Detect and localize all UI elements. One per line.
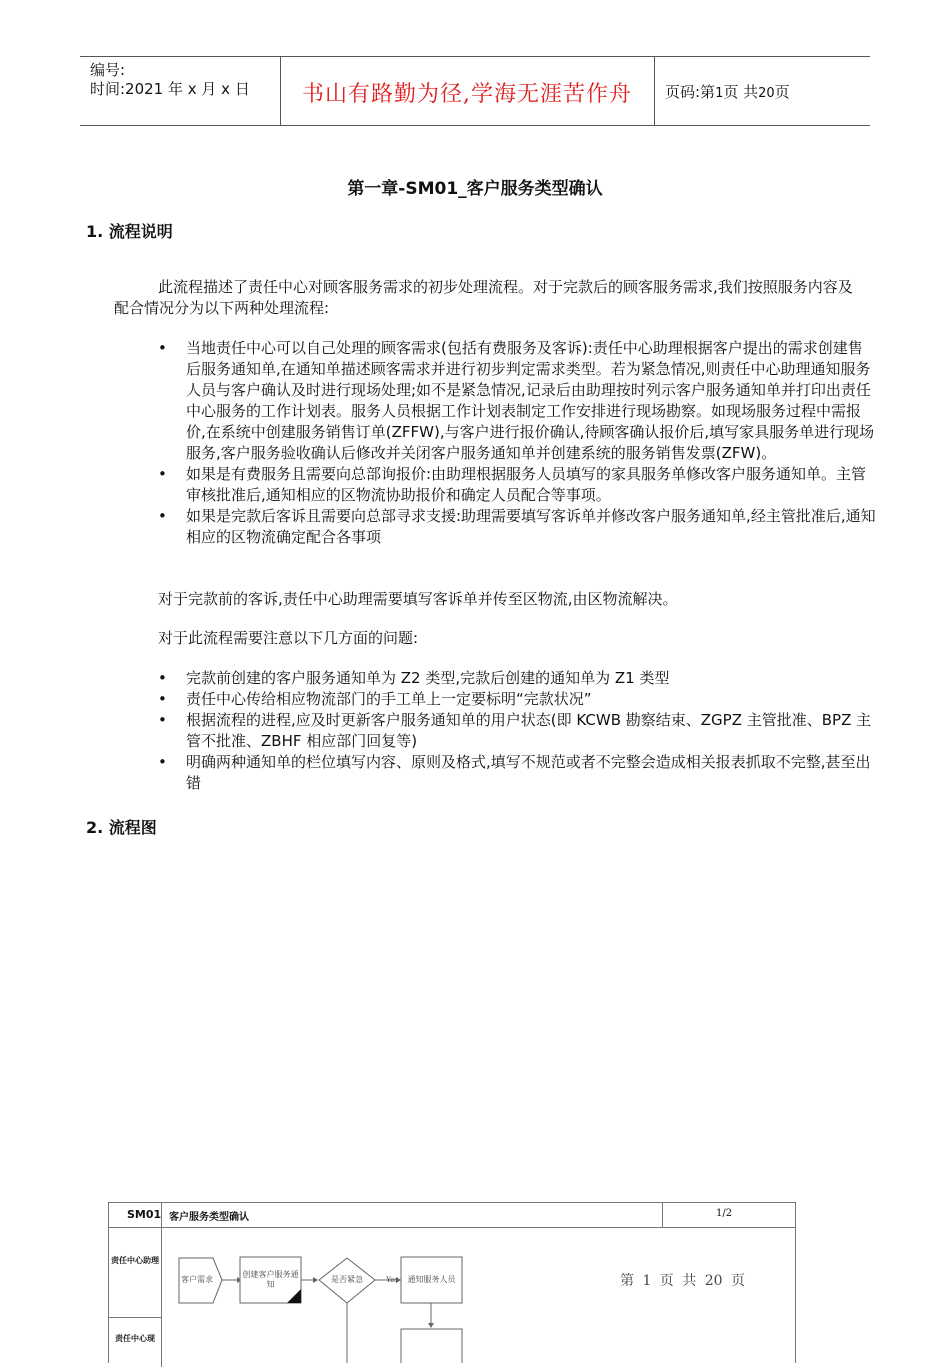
time-label: 时间:2021 年 x 月 x 日 bbox=[90, 80, 250, 98]
bullet-icon: • bbox=[158, 711, 167, 729]
list-item bbox=[158, 689, 876, 710]
bullet-icon: • bbox=[158, 690, 167, 708]
yes-edge-label: Yes bbox=[386, 1276, 398, 1284]
request-node-label: 客户需求 bbox=[181, 1275, 213, 1284]
lane-label: 责任中心助理 bbox=[111, 1256, 159, 1265]
list-item bbox=[158, 752, 876, 794]
header-page-counter bbox=[665, 81, 790, 102]
bullet-icon: • bbox=[158, 507, 167, 525]
list-item bbox=[158, 506, 876, 548]
header-meta bbox=[90, 61, 250, 99]
number-label: 编号: bbox=[90, 61, 126, 79]
bullet-icon: • bbox=[158, 669, 167, 687]
page-total: 20 bbox=[758, 86, 775, 101]
page-number: 1 bbox=[715, 86, 724, 101]
flowchart-name: 客户服务类型确认 bbox=[169, 1212, 249, 1223]
pre-complaint-paragraph: 对于完款前的客诉,责任中心助理需要填写客诉单并传至区物流,由区物流解决。 bbox=[158, 590, 678, 608]
bullet-icon: • bbox=[158, 339, 167, 357]
header-divider bbox=[654, 57, 655, 125]
flowchart-page: 1/2 bbox=[716, 1208, 733, 1219]
flowchart-code: SM01 bbox=[127, 1208, 162, 1221]
list-item bbox=[158, 668, 876, 689]
arrow-head-icon bbox=[428, 1323, 434, 1328]
list-item bbox=[158, 464, 876, 506]
attention-paragraph: 对于此流程需要注意以下几方面的问题: bbox=[158, 629, 419, 647]
page-mid: 页 共 bbox=[723, 83, 759, 101]
intro-text: 此流程描述了责任中心对顾客服务需求的初步处理流程。对于完款后的顾客服务需求,我们按照服务内容及配合情况分为以下两种处理流程: bbox=[114, 278, 853, 317]
page-footer: 第 1 页 共 20 页 bbox=[620, 1273, 745, 1289]
bullet-icon: • bbox=[158, 753, 167, 771]
urgent-node-label: 是否紧急 bbox=[331, 1275, 363, 1284]
notify-node-label: 通知服务人员 bbox=[407, 1275, 456, 1284]
header-motto: 书山有路勤为径,学海无涯苦作舟 bbox=[302, 82, 632, 107]
list-item bbox=[158, 338, 876, 464]
bullet-icon: • bbox=[158, 465, 167, 483]
list-item-text: 完款前创建的客户服务通知单为 Z2 类型,完款后创建的通知单为 Z1 类型 bbox=[186, 669, 670, 687]
next-node-shape bbox=[401, 1329, 462, 1363]
list-item bbox=[158, 710, 876, 752]
intro-paragraph bbox=[114, 277, 866, 319]
section-heading: 2. 流程图 bbox=[86, 818, 157, 837]
list-item-text: 如果是完款后客诉且需要向总部寻求支援:助理需要填写客诉单并修改客户服务通知单,经主管批准后,通知相应的区物流确定配合各事项 bbox=[186, 507, 876, 546]
list-item-text: 当地责任中心可以自己处理的顾客需求(包括有费服务及客诉):责任中心助理根据客户提出的需求创建售后服务通知单,在通知单描述顾客需求并进行初步判定需求类型。若为紧急情况,则责任中心助理通知服务人员与客户确认及时进行现场处理;如不是紧急情况,记录后由助理按时列示客户服务通知单并打印出责任中心服务的工作计划表。服务人员根据工作计划表制定工作安排进行现场勘察。如现场服务过程中需报价,在系统中创建服务销售订单(ZFFW),与客户进行报价确认,待顾客确认报价后,填写家具服务单进行现场服务,客户服务验收确认后修改并关闭客户服务通知单并创建系统的服务销售发票(ZFW)。 bbox=[186, 339, 875, 462]
lane-label: 责任中心现 bbox=[115, 1334, 155, 1343]
list-item-text: 责任中心传给相应物流部门的手工单上一定要标明“完款状况” bbox=[186, 690, 592, 708]
arrow-head-icon bbox=[313, 1277, 318, 1283]
notes-list bbox=[158, 668, 876, 794]
section-heading: 1. 流程说明 bbox=[86, 222, 173, 241]
create-node-label: 创建客户服务通知 bbox=[242, 1270, 299, 1289]
page-prefix: 页码:第 bbox=[665, 83, 716, 101]
process-list bbox=[158, 338, 876, 548]
list-item-text: 根据流程的进程,应及时更新客户服务通知单的用户状态(即 KCWB 勘察结束、ZGPZ 主管批准、BPZ 主管不批准、ZBHF 相应部门回复等) bbox=[186, 711, 872, 750]
list-item-text: 如果是有费服务且需要向总部询报价:由助理根据服务人员填写的家具服务单修改客户服务通知单。主管审核批准后,通知相应的区物流协助报价和确定人员配合等事项。 bbox=[186, 465, 867, 504]
chapter-title: 第一章-SM01_客户服务类型确认 bbox=[347, 179, 603, 199]
list-item-text: 明确两种通知单的栏位填写内容、原则及格式,填写不规范或者不完整会造成相关报表抓取不完整,甚至出错 bbox=[186, 753, 871, 792]
page-header bbox=[80, 56, 870, 126]
page-suffix: 页 bbox=[774, 83, 790, 101]
